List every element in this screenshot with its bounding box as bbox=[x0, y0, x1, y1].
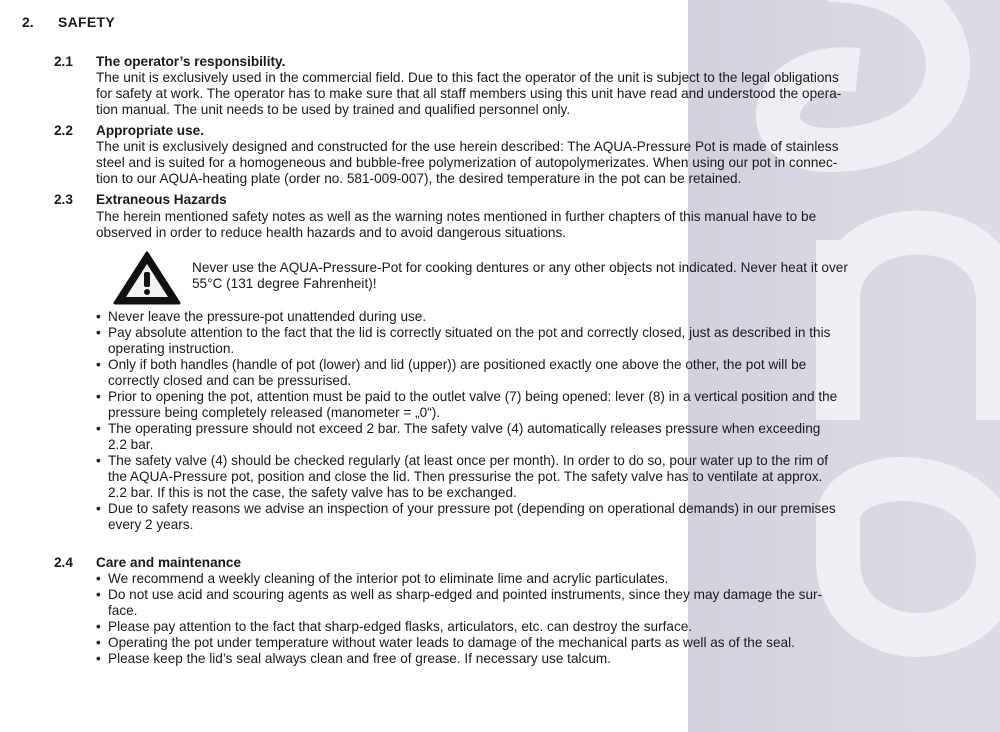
list-item-line: • Operating the pot under temperature without water leads to damage of the mechanical parts as well as of the seal. bbox=[108, 635, 795, 650]
paragraph-line: tion to our AQUA-heating plate (order no. 581-009-007), the desired temperature in the pot can be retained. bbox=[96, 171, 742, 186]
warning-text bbox=[192, 260, 952, 292]
list-item bbox=[96, 651, 946, 667]
subsection-2-1-title: The operator’s responsibility. bbox=[96, 54, 286, 69]
subsection-2-2-paragraph bbox=[96, 139, 936, 187]
list-item-line: face. bbox=[108, 603, 138, 618]
subsection-2-3-number: 2.3 bbox=[54, 192, 73, 207]
list-item-line: • Please keep the lid’s seal always clean and free of grease. If necessary use talcum. bbox=[108, 651, 611, 666]
warning-line: Never use the AQUA-Pressure-Pot for cooking dentures or any other objects not indicated. Never heat it over bbox=[192, 260, 848, 275]
list-item-line: • Due to safety reasons we advise an inspection of your pressure pot (depending on operational demands) in our premises bbox=[108, 501, 836, 516]
list-item-line: • Only if both handles (handle of pot (lower) and lid (upper)) are positioned exactly one above the other, the pot will be bbox=[108, 357, 807, 372]
list-item-line: • Pay absolute attention to the fact that the lid is correctly situated on the pot and correctly closed, just as described in this bbox=[108, 325, 831, 340]
list-item-line: • The operating pressure should not exceed 2 bar. The safety valve (4) automatically releases pressure when exceeding bbox=[108, 421, 821, 436]
warning-line: 55°C (131 degree Fahrenheit)! bbox=[192, 276, 377, 291]
care-bullet-list bbox=[96, 571, 946, 667]
list-item bbox=[96, 453, 946, 501]
list-item bbox=[96, 421, 946, 453]
hazard-bullet-list bbox=[96, 309, 946, 533]
list-item-line: pressure being completely released (manometer = „0“). bbox=[108, 405, 441, 420]
paragraph-line: observed in order to reduce health hazards and to avoid dangerous situations. bbox=[96, 225, 567, 240]
subsection-2-1-number: 2.1 bbox=[54, 54, 73, 69]
subsection-2-4-number: 2.4 bbox=[54, 555, 73, 570]
paragraph-line: for safety at work. The operator has to make sure that all staff members using this unit have read and understood the opera- bbox=[96, 86, 842, 101]
paragraph-line: steel and is suited for a homogeneous and bubble-free polymerization of autopolymerizates. When using our pot in connec- bbox=[96, 155, 838, 170]
warning-triangle-icon bbox=[112, 250, 182, 306]
paragraph-line: tion manual. The unit needs to be used by trained and qualified personnel only. bbox=[96, 102, 571, 117]
list-item-line: 2.2 bar. If this is not the case, the safety valve has to be exchanged. bbox=[108, 485, 517, 500]
list-item bbox=[96, 587, 946, 619]
list-item-line: • Do not use acid and scouring agents as well as sharp-edged and pointed instruments, since they may damage the sur- bbox=[108, 587, 823, 602]
list-item-line: • We recommend a weekly cleaning of the interior pot to eliminate lime and acrylic particulates. bbox=[108, 571, 669, 586]
list-item bbox=[96, 571, 946, 587]
subsection-2-4-title: Care and maintenance bbox=[96, 555, 242, 570]
list-item-line: • Prior to opening the pot, attention must be paid to the outlet valve (7) being opened: lever (8) in a vertical position and the bbox=[108, 389, 838, 404]
paragraph-line: The herein mentioned safety notes as well as the warning notes mentioned in further chapters of this manual have to be bbox=[96, 209, 817, 224]
list-item-line: • The safety valve (4) should be checked regularly (at least once per month). In order to do so, pour water up to the rim of bbox=[108, 453, 829, 468]
list-item bbox=[96, 389, 946, 421]
section-number: 2. bbox=[22, 14, 34, 30]
list-item-line: the AQUA-Pressure pot, position and close the lid. Then pressurise the pot. The safety valve has to ventilate at approx. bbox=[108, 469, 823, 484]
subsection-2-2-title: Appropriate use. bbox=[96, 123, 205, 138]
list-item-line: every 2 years. bbox=[108, 517, 194, 532]
list-item bbox=[96, 619, 946, 635]
list-item bbox=[96, 309, 946, 325]
list-item bbox=[96, 501, 946, 533]
list-item-line: • Never leave the pressure-pot unattended during use. bbox=[108, 309, 427, 324]
subsection-2-3-title: Extraneous Hazards bbox=[96, 192, 227, 207]
section-title: SAFETY bbox=[58, 14, 116, 30]
list-item-line: 2.2 bar. bbox=[108, 437, 154, 452]
list-item-line: correctly closed and can be pressurised. bbox=[108, 373, 352, 388]
list-item-line: operating instruction. bbox=[108, 341, 235, 356]
list-item bbox=[96, 325, 946, 357]
list-item bbox=[96, 357, 946, 389]
list-item bbox=[96, 635, 946, 651]
subsection-2-3-paragraph bbox=[96, 209, 936, 241]
subsection-2-2-number: 2.2 bbox=[54, 123, 73, 138]
subsection-2-1-paragraph bbox=[96, 70, 936, 118]
paragraph-line: The unit is exclusively used in the commercial field. Due to this fact the operator of the unit is subject to the legal obligations bbox=[96, 70, 839, 85]
list-item-line: • Please pay attention to the fact that sharp-edged flasks, articulators, etc. can destroy the surface. bbox=[108, 619, 693, 634]
paragraph-line: The unit is exclusively designed and constructed for the use herein described: The AQUA-Pressure Pot is made of stainless bbox=[96, 139, 839, 154]
